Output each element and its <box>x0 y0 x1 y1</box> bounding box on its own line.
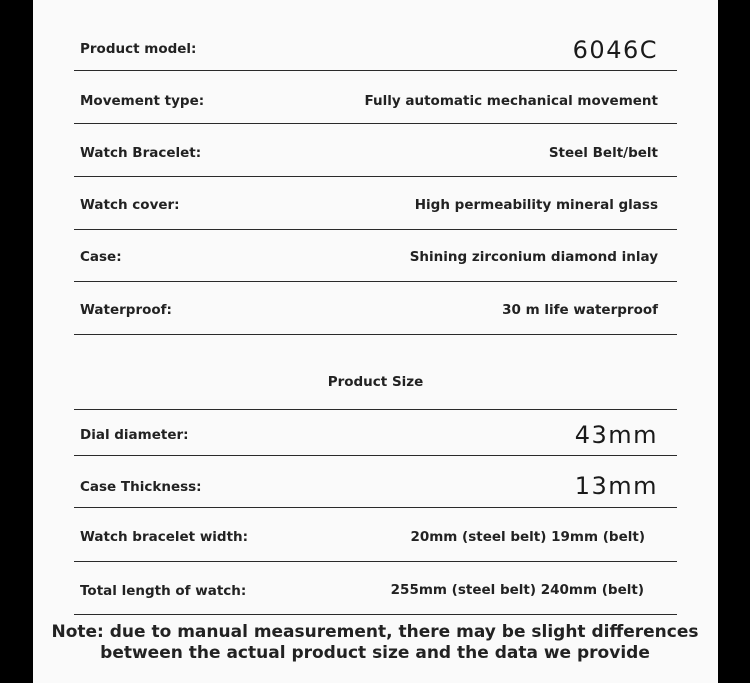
spec-value: Steel Belt/belt <box>548 145 658 161</box>
size-row-total-length <box>74 562 677 615</box>
measurement-note <box>40 622 710 664</box>
spec-label: Watch Bracelet: <box>80 145 202 161</box>
size-row-bracelet-width <box>74 508 677 562</box>
note-line-1: Note: due to manual measurement, there may be slight differences <box>51 622 699 642</box>
spec-value: Shining zirconium diamond inlay <box>409 249 658 265</box>
spec-label: Movement type: <box>80 93 205 109</box>
size-value: 43mm <box>574 421 658 449</box>
spec-value: 30 m life waterproof <box>502 302 658 318</box>
spec-row-waterproof <box>74 282 677 335</box>
size-label: Watch bracelet width: <box>80 529 249 545</box>
size-label: Total length of watch: <box>80 583 247 599</box>
note-line-2: between the actual product size and the data we provide <box>100 643 650 663</box>
spec-label: Waterproof: <box>80 302 172 318</box>
spec-label: Product model: <box>80 41 197 57</box>
spec-label: Watch cover: <box>80 197 180 213</box>
size-value: 13mm <box>574 472 658 500</box>
spec-value: High permeability mineral glass <box>414 197 658 213</box>
spec-value: 6046C <box>572 36 658 64</box>
size-value: 20mm (steel belt) 19mm (belt) <box>410 529 645 545</box>
spec-label: Case: <box>80 249 122 265</box>
size-label: Dial diameter: <box>80 427 189 443</box>
size-label: Case Thickness: <box>80 479 202 495</box>
spec-row-case <box>74 230 677 282</box>
size-value: 255mm (steel belt) 240mm (belt) <box>390 582 644 598</box>
spec-row-product-model <box>74 25 677 71</box>
size-row-dial-diameter <box>74 409 677 456</box>
spec-row-watch-cover <box>74 177 677 230</box>
size-row-case-thickness <box>74 455 677 508</box>
spec-row-movement-type <box>74 71 677 124</box>
spec-row-watch-bracelet <box>74 124 677 177</box>
section-title-product-size: Product Size <box>327 374 424 390</box>
spec-value: Fully automatic mechanical movement <box>364 93 658 109</box>
